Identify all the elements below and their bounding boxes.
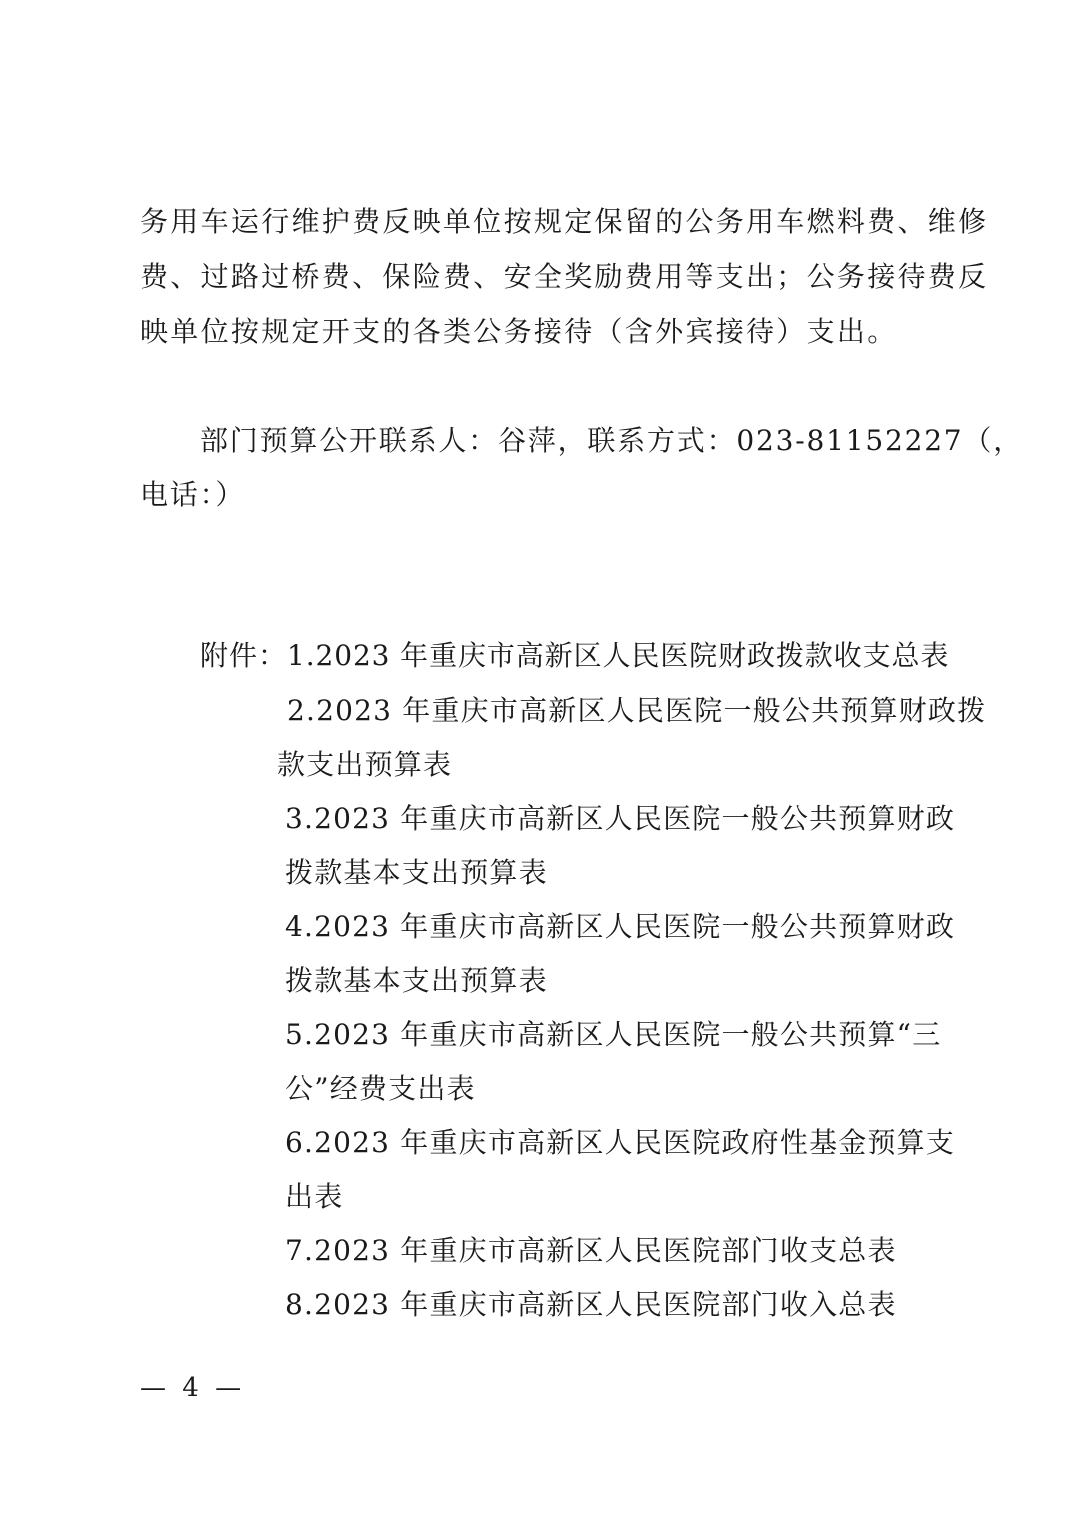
contact-line: 电话：） [140,478,246,511]
attachment-item-1: 1.2023 年重庆市高新区人民医院财政拨款收支总表 [287,639,950,672]
attachment-item-3: 3.2023 年重庆市高新区人民医院一般公共预算财政 [285,802,956,835]
attachment-item-4-continued: 拨款基本支出预算表 [285,964,548,997]
attachment-item-5: 5.2023 年重庆市高新区人民医院一般公共预算“三 [285,1018,942,1051]
attachment-item-6-continued: 出表 [285,1180,344,1213]
attachment-item-7: 7.2023 年重庆市高新区人民医院部门收支总表 [285,1234,897,1267]
attachment-item-4: 4.2023 年重庆市高新区人民医院一般公共预算财政 [285,910,956,943]
paragraph-line: 费、过路过桥费、保险费、安全奖励费用等支出；公务接待费反 [140,260,989,293]
paragraph-line: 务用车运行维护费反映单位按规定保留的公务用车燃料费、维修 [140,205,989,238]
attachment-item-8: 8.2023 年重庆市高新区人民医院部门收入总表 [285,1288,897,1321]
contact-line: 部门预算公开联系人：谷萍，联系方式：023-81152227（， [200,424,1024,457]
attachment-item-5-continued: 公”经费支出表 [285,1072,476,1105]
page-number: — 4 — [140,1373,246,1403]
attachment-item-3-continued: 拨款基本支出预算表 [285,856,548,889]
attachment-item-2: 2.2023 年重庆市高新区人民医院一般公共预算财政拨 [287,694,987,727]
attachment-item-6: 6.2023 年重庆市高新区人民医院政府性基金预算支 [285,1126,956,1159]
attachments-label: 附件： [200,639,288,672]
attachment-item-2-continued: 款支出预算表 [277,748,453,781]
paragraph-line: 映单位按规定开支的各类公务接待（含外宾接待）支出。 [140,315,898,348]
